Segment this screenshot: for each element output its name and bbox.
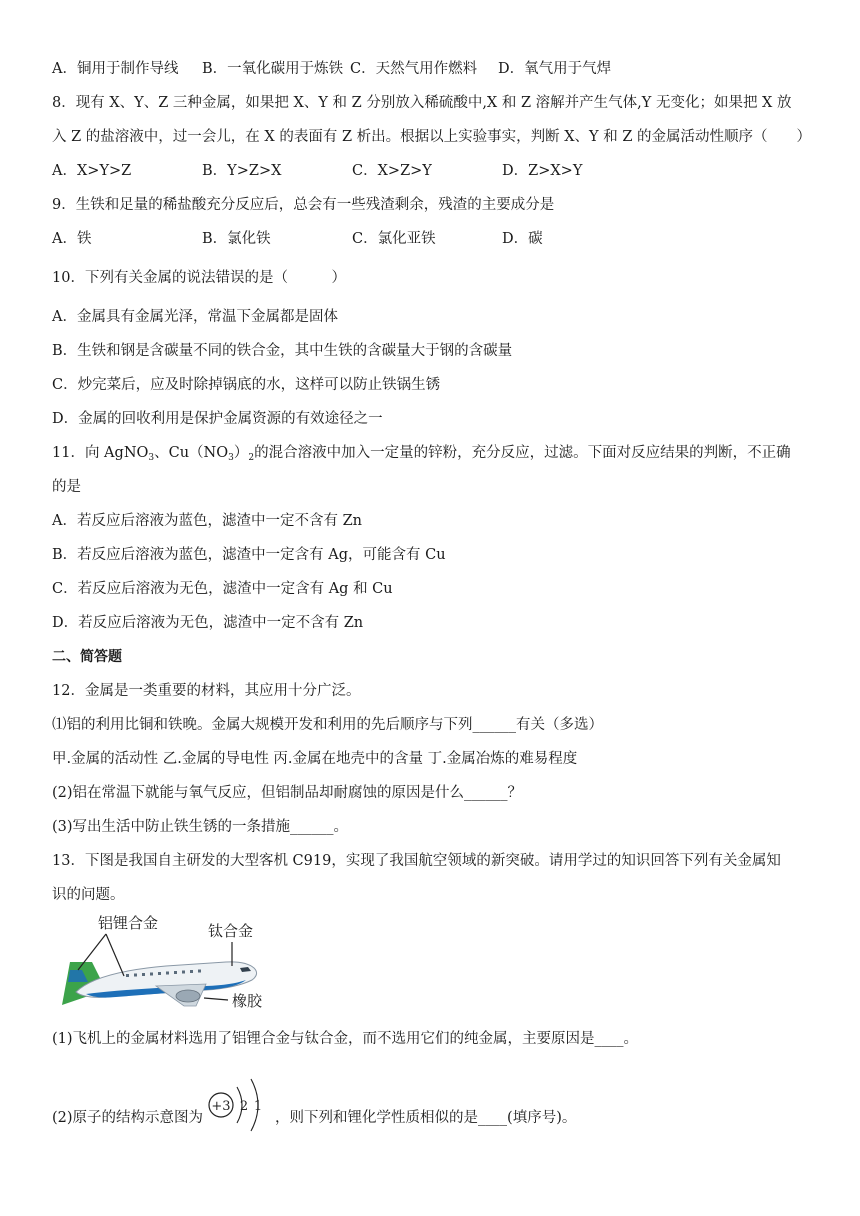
q10-option-b: B．生铁和钢是含碳量不同的铁合金，其中生铁的含碳量大于钢的含碳量 (52, 343, 513, 359)
q11-stem-line-2: 的是 (52, 479, 81, 495)
q10-option-a: A．金属具有金属光泽，常温下金属都是固体 (52, 309, 338, 325)
lithium-atom-diagram (207, 1075, 271, 1161)
q8-option-a: A．X>Y>Z (52, 163, 132, 179)
q11-option-c: C．若反应后溶液为无色，滤渣中一定含有 Ag 和 Cu (52, 581, 393, 597)
q11-option-d: D．若反应后溶液为无色，滤渣中一定不含有 Zn (52, 615, 364, 631)
label-titanium-alloy: 钛合金 (208, 922, 254, 940)
shell-1-electrons: 2 (239, 1099, 249, 1114)
q10-option-d: D．金属的回收利用是保护金属资源的有效途径之一 (52, 411, 383, 427)
q8-option-c: C．X>Z>Y (352, 163, 432, 179)
q7-option-c: C．天然气用作燃料 (350, 61, 478, 77)
q12-part-2: (2)铝在常温下就能与氧气反应，但铝制品却耐腐蚀的原因是什么______？ (52, 785, 523, 801)
q9-option-d: D．碳 (502, 231, 543, 247)
q11-option-b: B．若反应后溶液为蓝色，滤渣中一定含有 Ag，可能含有 Cu (52, 547, 446, 563)
q12-stem: 12．金属是一类重要的材料，其应用十分广泛。 (52, 683, 361, 699)
label-rubber: 橡胶 (232, 992, 263, 1010)
q12-part-1: ⑴铝的利用比铜和铁晚。金属大规模开发和利用的先后顺序与下列______有关（多选） (52, 717, 603, 733)
q10-option-c: C．炒完菜后，应及时除掉锅底的水，这样可以防止铁锅生锈 (52, 377, 441, 393)
q8-options (52, 161, 820, 181)
q9-option-a: A．铁 (52, 231, 92, 247)
q13-part-2: (2)原子的结构示意图为 +3 2 1 ，则下列和锂化学性质相似的是____(填序号)。 (52, 1075, 820, 1135)
c919-figure (56, 910, 276, 1010)
q7-options (52, 59, 820, 79)
q8-line-2: 入 Z 的盐溶液中，过一会儿，在 X 的表面有 Z 析出。根据以上实验事实，判断 X、Y 和 Z 的金属活动性顺序（ ） (52, 129, 812, 145)
q12-part-3: (3)写出生活中防止铁生锈的一条措施______。 (52, 819, 349, 835)
q11-stem: 11．向 AgNO$_3$、$Cu(NO_3)_2$的混合溶液中加入一定量的锌粉，充分反应，过滤。下面对反应结果的判断，不正确 (52, 445, 791, 463)
q11-option-a: A．若反应后溶液为蓝色，滤渣中一定不含有 Zn (52, 513, 362, 529)
atom-structure (207, 1075, 271, 1135)
q9-option-b: B．氯化铁 (202, 231, 271, 247)
nucleus-charge: +3 (211, 1099, 231, 1114)
q8-option-d: D．Z>X>Y (502, 163, 583, 179)
q13-part-1: (1)飞机上的金属材料选用了铝锂合金与钛合金，而不选用它们的纯金属，主要原因是____。 (52, 1031, 639, 1047)
q9-stem: 9．生铁和足量的稀盐酸充分反应后，总会有一些残渣剩余，残渣的主要成分是 (52, 197, 555, 213)
q9-options (52, 229, 820, 249)
q8-line-1: 8．现有 X、Y、Z 三种金属，如果把 X、Y 和 Z 分别放入稀硫酸中,X 和 Z 溶解并产生气体,Y 无变化；如果把 X 放 (52, 95, 792, 111)
q7-option-d: D．氧气用于气焊 (498, 61, 612, 77)
leader-line-rubber (204, 998, 228, 1000)
q10-stem: 10．下列有关金属的说法错误的是（ ） (52, 270, 346, 286)
engine (176, 990, 200, 1002)
leader-line-alloy-2 (106, 934, 124, 976)
q8-option-b: B．Y>Z>X (202, 163, 282, 179)
label-al-li-alloy: 铝锂合金 (98, 914, 159, 932)
q13-line-1: 13．下图是我国自主研发的大型客机 C919，实现了我国航空领域的新突破。请用学过的知识回答下列有关金属知 (52, 853, 781, 869)
q7-option-b: B．一氧化碳用于炼铁 (202, 61, 344, 77)
q9-option-c: C．氯化亚铁 (352, 231, 436, 247)
shell-2-electrons: 1 (253, 1099, 263, 1114)
q13-line-2: 识的问题。 (52, 887, 125, 903)
q12-choices: 甲.金属的活动性 乙.金属的导电性 丙.金属在地壳中的含量 丁.金属冶炼的难易程度 (52, 751, 578, 767)
section-heading: 二、简答题 (52, 649, 122, 665)
q7-option-a: A．铜用于制作导线 (52, 61, 179, 77)
